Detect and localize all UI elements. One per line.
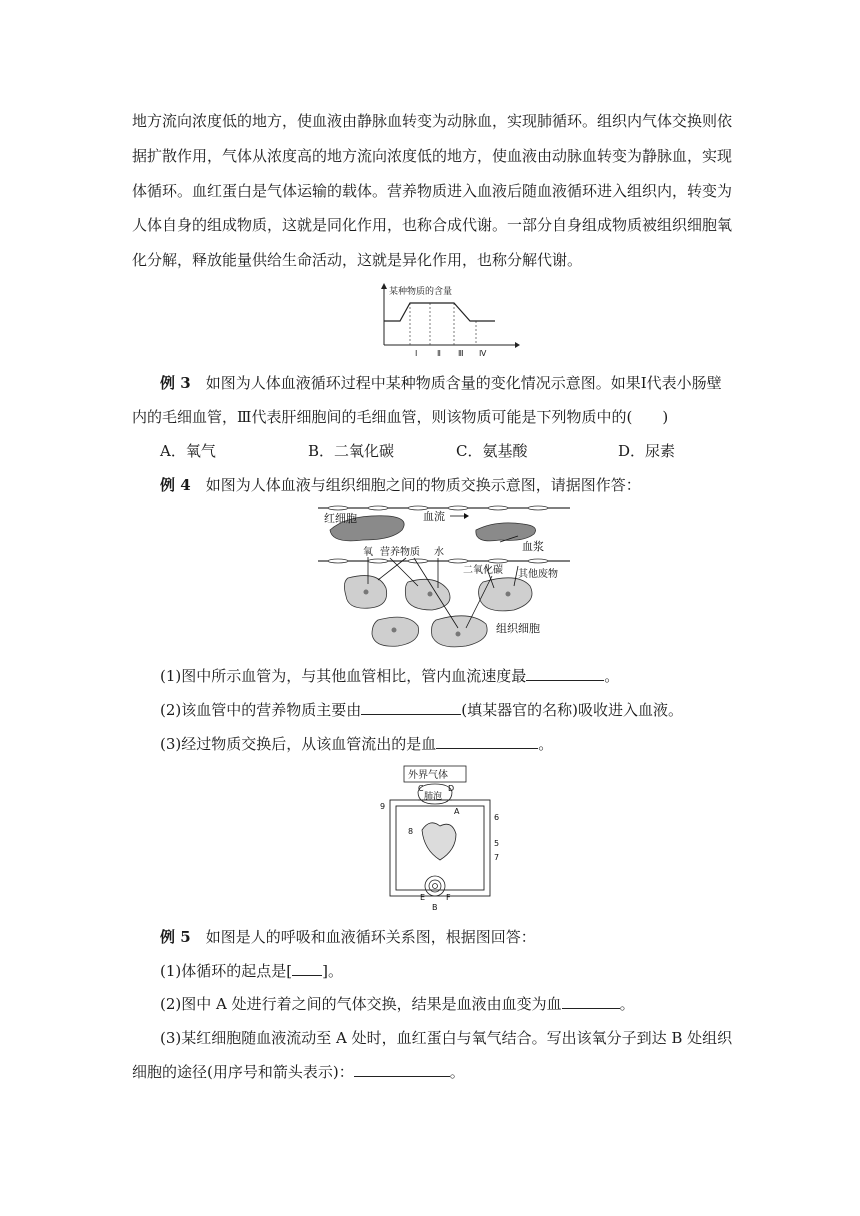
ex5-q2 [160, 993, 760, 1014]
graph-tick-4: Ⅳ [479, 349, 487, 358]
ex3-option-a: A．氧气 [160, 442, 216, 460]
ex3-label: 例 3 [160, 374, 191, 392]
ex5-q3-line-2 [132, 1061, 732, 1082]
ex3-option-c: C．氨基酸 [456, 442, 528, 460]
ex5-q1 [160, 960, 760, 981]
graph-tick-3: Ⅲ [458, 349, 464, 358]
ex4-q1-blank[interactable] [526, 666, 604, 681]
ex5-q1-text: (1)体循环的起点是[ [160, 962, 293, 980]
intro-line-2: 据扩散作用，气体从浓度高的地方流向浓度低的地方，使血液由动脉血转变为静脉血，实现 [132, 147, 733, 165]
label-oxygen: 氧 [363, 547, 373, 558]
label-waste: 其他废物 [518, 569, 558, 580]
ex3-line-2: 内的毛细血管，Ⅲ代表肝细胞间的毛细血管，则该物质可能是下列物质中的( ) [132, 408, 669, 426]
graph-ylabel: 某种物质的含量 [389, 287, 453, 297]
intro-line-3: 体循环。血红蛋白是气体运输的载体。营养物质进入血液后随血液循环进入组织内，转变为 [132, 182, 733, 200]
number-9: 9 [380, 802, 386, 811]
intro-line-1: 地方流向浓度低的地方，使血液由静脉血转变为动脉血，实现肺循环。组织内气体交换则依 [132, 112, 733, 130]
ex3-text-1: 如图为人体血液循环过程中某种物质含量的变化情况示意图。如果Ⅰ代表小肠壁 [205, 374, 722, 392]
content-change-graph [370, 283, 520, 363]
graph-tick-1: Ⅰ [415, 349, 418, 358]
label-water: 水 [434, 547, 444, 558]
ex4-q3-end: 。 [538, 735, 554, 753]
letter-a: A [454, 807, 460, 816]
ex5-q3-blank[interactable] [354, 1062, 450, 1077]
ex5-q2-text: (2)图中 A 处进行着之间的气体交换，结果是血液由血变为血 [160, 995, 562, 1013]
ex4-q3-text: (3)经过物质交换后，从该血管流出的是血 [160, 735, 437, 753]
respiration-circulation-diagram [360, 764, 510, 912]
letter-b: B [432, 903, 438, 912]
ex5-line-1 [160, 926, 760, 947]
label-tissue: 组织细胞 [496, 622, 540, 635]
ex3-options [160, 440, 720, 461]
ex5-q1-blank[interactable] [292, 961, 322, 976]
ex5-q3-text: 细胞的途径(用序号和箭头表示)： [132, 1063, 354, 1081]
ex5-q3-line-1: (3)某红细胞随血液流动至 A 处时，血红蛋白与氧气结合。写出该氧分子到达 B 处组织 [160, 1029, 733, 1047]
ex3-option-d: D．尿素 [618, 442, 676, 460]
ex4-q3-blank[interactable] [436, 734, 538, 749]
tissue-cell-5 [432, 616, 488, 647]
ex5-q3-end: 。 [449, 1063, 465, 1081]
ex5-q1-end: ]。 [322, 962, 343, 980]
letter-e: E [420, 893, 426, 902]
letter-d: D [448, 784, 455, 793]
ex4-q1-text: (1)图中所示血管为，与其他血管相比，管内血流速度最 [160, 667, 527, 685]
ex4-label: 例 4 [160, 476, 191, 494]
ex4-text-1: 如图为人体血液与组织细胞之间的物质交换示意图，请据图作答： [205, 476, 641, 494]
graph-tick-2: Ⅱ [437, 349, 441, 358]
number-8: 8 [408, 827, 414, 836]
number-6: 6 [494, 813, 500, 822]
red-blood-cell-2 [476, 523, 536, 541]
label-nutrients: 营养物质 [380, 547, 420, 558]
intro-line-4: 人体自身的组成物质，这就是同化作用，也称合成代谢。一部分自身组成物质被组织细胞氧 [132, 216, 733, 234]
ex4-q3 [160, 733, 760, 754]
ex4-q2-text: (2)该血管中的营养物质主要由 [160, 701, 362, 719]
intro-line-5: 化分解，释放能量供给生命活动，这就是异化作用，也称分解代谢。 [132, 251, 583, 269]
label-outside-air: 外界气体 [408, 770, 448, 781]
ex5-q2-blank[interactable] [562, 994, 620, 1009]
ex4-q2-end: (填某器官的名称)吸收进入血液。 [461, 701, 683, 719]
ex3-line-1 [160, 372, 760, 393]
letter-f: F [446, 893, 451, 902]
ex5-text-1: 如图是人的呼吸和血液循环关系图，根据图回答： [205, 928, 536, 946]
tissue-capillary [425, 876, 445, 896]
label-rbc: 红细胞 [324, 512, 357, 525]
label-flow: 血流 [423, 510, 445, 523]
ex5-label: 例 5 [160, 928, 191, 946]
ex3-option-b: B．二氧化碳 [308, 442, 395, 460]
ex4-q1-end: 。 [604, 667, 620, 685]
number-7: 7 [494, 853, 500, 862]
letter-c: C [418, 784, 424, 793]
number-5: 5 [494, 839, 500, 848]
capillary-exchange-diagram [318, 500, 570, 652]
graph-curve [384, 303, 495, 321]
heart-shape [422, 823, 456, 860]
tissue-cell-3 [479, 578, 532, 611]
ex4-q2-blank[interactable] [361, 700, 461, 715]
label-alveolus: 肺泡 [424, 792, 443, 802]
ex4-line-1 [160, 474, 760, 495]
ex4-q1 [160, 665, 760, 686]
ex5-q2-end: 。 [619, 995, 635, 1013]
label-co2: 二氧化碳 [463, 565, 503, 576]
ex4-q2 [160, 699, 760, 720]
label-plasma: 血浆 [522, 540, 544, 553]
